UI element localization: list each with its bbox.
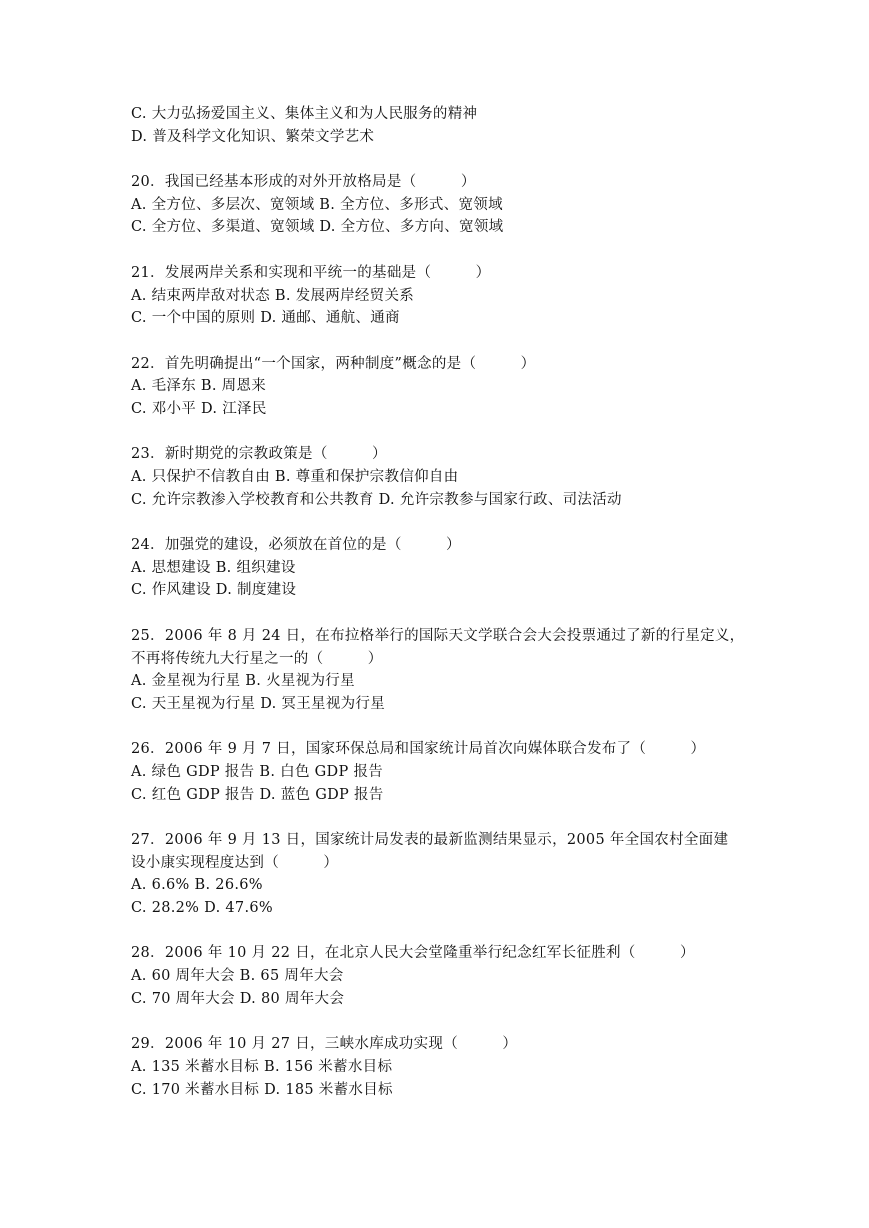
spacer [131, 330, 791, 353]
continued-options [131, 103, 791, 148]
question-stem: 不再将传统九大行星之一的（ ） [131, 650, 383, 667]
question-24 [131, 534, 791, 602]
question-26 [131, 738, 791, 806]
question-stem: 28．2006 年 10 月 22 日，在北京人民大会堂隆重举行纪念红军长征胜利（ ） [131, 945, 695, 962]
option-line: D. 普及科学文化知识、繁荣文学艺术 [131, 128, 375, 145]
option-line: A. 6.6% B. 26.6% [131, 877, 263, 894]
question-stem: 20．我国已经基本形成的对外开放格局是（ ） [131, 174, 476, 191]
option-line: C. 天王星视为行星 D. 冥王星视为行星 [131, 695, 386, 712]
option-line: C. 一个中国的原则 D. 通邮、通航、通商 [131, 310, 400, 327]
option-line: A. 只保护不信教自由 B. 尊重和保护宗教信仰自由 [131, 469, 459, 485]
option-line: C. 70 周年大会 D. 80 周年大会 [131, 990, 345, 1007]
option-line: A. 60 周年大会 B. 65 周年大会 [131, 968, 344, 985]
option-line: C. 邓小平 D. 江泽民 [131, 400, 267, 417]
option-line: C. 170 米蓄水目标 D. 185 米蓄水目标 [131, 1081, 393, 1098]
option-line: A. 思想建设 B. 组织建设 [131, 559, 296, 576]
question-22 [131, 353, 791, 421]
spacer [131, 421, 791, 444]
option-line: C. 全方位、多渠道、宽领域 D. 全方位、多方向、宽领域 [131, 219, 504, 236]
spacer [131, 239, 791, 262]
option-line: C. 允许宗教渗入学校教育和公共教育 D. 允许宗教参与国家行政、司法活动 [131, 491, 622, 508]
question-stem: 29．2006 年 10 月 27 日，三峡水库成功实现（ ） [131, 1036, 518, 1053]
question-stem: 21．发展两岸关系和实现和平统一的基础是（ ） [131, 264, 491, 281]
question-stem: 25．2006 年 8 月 24 日，在布拉格举行的国际天文学联合会大会投票通过了新的行星定义， [131, 627, 745, 644]
option-line: C. 作风建设 D. 制度建设 [131, 582, 297, 599]
exam-page [131, 103, 791, 1101]
question-stem: 23．新时期党的宗教政策是（ ） [131, 446, 387, 463]
spacer [131, 920, 791, 943]
question-stem: 设小康实现程度达到（ ） [131, 854, 339, 871]
question-29 [131, 1033, 791, 1101]
spacer [131, 806, 791, 829]
option-line: A. 金星视为行星 B. 火星视为行星 [131, 673, 355, 690]
option-line: A. 结束两岸敌对状态 B. 发展两岸经贸关系 [131, 287, 415, 304]
option-line: A. 毛泽东 B. 周恩来 [131, 378, 267, 395]
option-line: C. 大力弘扬爱国主义、集体主义和为人民服务的精神 [131, 106, 478, 122]
spacer [131, 148, 791, 171]
question-27 [131, 829, 791, 920]
question-25 [131, 625, 791, 716]
option-line: C. 红色 GDP 报告 D. 蓝色 GDP 报告 [131, 786, 384, 803]
question-stem: 24．加强党的建设，必须放在首位的是（ ） [131, 537, 461, 554]
spacer [131, 1011, 791, 1034]
question-21 [131, 262, 791, 330]
option-line: C. 28.2% D. 47.6% [131, 900, 273, 917]
question-20 [131, 171, 791, 239]
spacer [131, 602, 791, 625]
option-line: A. 绿色 GDP 报告 B. 白色 GDP 报告 [131, 763, 384, 780]
question-28 [131, 942, 791, 1010]
question-23 [131, 443, 791, 511]
question-stem: 26．2006 年 9 月 7 日，国家环保总局和国家统计局首次向媒体联合发布了（ ） [131, 741, 706, 758]
option-line: A. 135 米蓄水目标 B. 156 米蓄水目标 [131, 1058, 393, 1075]
option-line: A. 全方位、多层次、宽领域 B. 全方位、多形式、宽领域 [131, 196, 503, 213]
spacer [131, 716, 791, 739]
spacer [131, 511, 791, 534]
question-stem: 27．2006 年 9 月 13 日，国家统计局发表的最新监测结果显示，2005 年全国农村全面建 [131, 832, 729, 848]
question-stem: 22．首先明确提出“一个国家，两种制度”概念的是（ ） [131, 355, 536, 372]
